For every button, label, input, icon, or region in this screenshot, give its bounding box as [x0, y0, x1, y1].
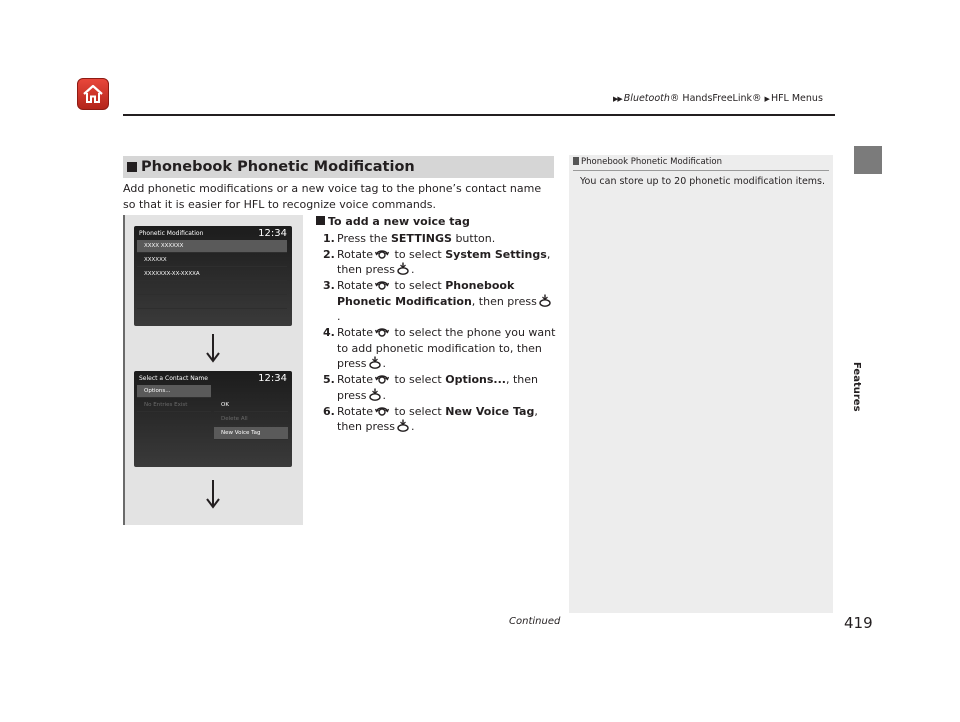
note-column [569, 155, 833, 613]
contact-row: XXXX XXXXXX [137, 240, 287, 253]
section-title: Phonebook Phonetic Modification [141, 159, 415, 175]
step-text-part: Rotate [337, 373, 374, 386]
step-text-part: Press the [337, 231, 391, 245]
step-keyword: Phonebook Phonetic Modification [337, 279, 515, 308]
press-knob-icon [369, 388, 381, 401]
step-text: Rotate to select Options..., then press . [337, 373, 538, 402]
empty-row [137, 282, 287, 295]
contact-row: XXXXXXX-XX-XXXXA [137, 268, 287, 281]
screen-clock: 12:34 [258, 373, 287, 384]
breadcrumb [613, 93, 823, 104]
step-number: 1. [323, 231, 335, 245]
note-divider [573, 170, 829, 171]
figure-panel [123, 215, 303, 525]
heading-square-icon [316, 216, 325, 225]
step-keyword: System Settings [445, 247, 547, 261]
note-title: Phonebook Phonetic Modification [573, 157, 722, 167]
note-marker-icon [573, 157, 579, 165]
step-text-part: to select [391, 279, 446, 292]
breadcrumb-item: ® HandsFreeLink® [669, 93, 762, 104]
breadcrumb-item: HFL Menus [770, 93, 823, 104]
step-text: Rotate to select System Settings, then press . [337, 247, 551, 276]
rotate-knob-icon [375, 326, 389, 338]
intro-paragraph: Add phonetic modifications or a new voice tag to the phone’s contact name so that it is easier for HFL to recognize voice commands. [123, 182, 542, 211]
side-tab-marker [854, 146, 882, 174]
step-text-part: to select [391, 404, 446, 418]
step-text-part: Rotate [337, 247, 374, 261]
screen-title: Select a Contact Name [139, 375, 208, 382]
options-row: New Voice Tag [214, 427, 288, 440]
step-number: 4. [323, 326, 335, 339]
step-text-part: to select the phone you want to add phonetic modification to, then press [337, 326, 556, 370]
step-text-part: , then press [337, 247, 551, 276]
steps-list [316, 231, 556, 435]
screen-phonetic-modification [134, 226, 292, 326]
side-tab-label: Features [851, 362, 862, 412]
continued-label: Continued [509, 616, 561, 627]
press-knob-icon [397, 419, 409, 432]
procedure-heading: To add a new voice tag [316, 214, 556, 230]
step-text-part: , then press [337, 404, 538, 433]
step-number: 6. [323, 404, 335, 418]
rotate-knob-icon [375, 373, 389, 385]
step-text-part: Rotate [337, 279, 374, 292]
step-text-part: Rotate [337, 404, 374, 418]
procedure-step [316, 247, 556, 278]
step-text-part: , then press [471, 294, 537, 308]
contact-row: XXXXXX [137, 254, 287, 267]
step-text: Rotate to select New Voice Tag, then press . [337, 404, 538, 433]
menu-row: Options... [137, 385, 211, 398]
procedure-steps [316, 214, 556, 435]
procedure-step [316, 372, 556, 403]
figure-edge [123, 215, 125, 525]
page-number: 419 [844, 614, 873, 632]
procedure-step [316, 278, 556, 325]
step-text-part: button. [451, 231, 496, 245]
step-text-part: to select [391, 247, 446, 261]
down-arrow-icon [203, 479, 223, 509]
step-text-part: to select [391, 373, 446, 386]
step-keyword: New Voice Tag [445, 404, 535, 418]
rotate-knob-icon [375, 279, 389, 291]
step-keyword: SETTINGS [391, 231, 452, 245]
procedure-step [316, 404, 556, 435]
procedure-step [316, 231, 556, 247]
screen-clock: 12:34 [258, 228, 287, 239]
step-text: Rotate to select the phone you want to add phonetic modification to, then press . [337, 326, 556, 370]
note-text: You can store up to 20 phonetic modification items. [580, 176, 826, 187]
step-number: 5. [323, 373, 335, 386]
section-header [123, 156, 554, 178]
empty-row [137, 296, 287, 309]
rotate-knob-icon [375, 405, 389, 417]
step-number: 3. [323, 279, 335, 292]
home-icon[interactable] [77, 78, 109, 110]
options-row: Delete All [214, 413, 288, 426]
screen-select-contact [134, 371, 292, 467]
press-knob-icon [539, 294, 551, 307]
press-knob-icon [397, 262, 409, 275]
screen-title: Phonetic Modification [139, 230, 204, 237]
options-row: OK [214, 399, 288, 412]
step-text-part: , then press [337, 373, 538, 402]
breadcrumb-arrow-icon: ▶ [764, 95, 769, 103]
menu-row: No Entries Exist [137, 399, 211, 412]
step-text-part: Rotate [337, 326, 374, 339]
down-arrow-icon [203, 333, 223, 363]
breadcrumb-item-italic: Bluetooth [623, 93, 670, 104]
section-square-icon [127, 162, 137, 172]
breadcrumb-arrow-icon: ▶▶ [613, 95, 622, 103]
procedure-step [316, 325, 556, 372]
step-keyword: Options... [445, 373, 506, 386]
step-text [337, 231, 556, 247]
header-divider [123, 114, 835, 116]
step-number: 2. [323, 247, 335, 261]
rotate-knob-icon [375, 248, 389, 260]
press-knob-icon [369, 356, 381, 369]
step-text: Rotate to select Phonebook Phonetic Modification, then press. [337, 278, 556, 325]
